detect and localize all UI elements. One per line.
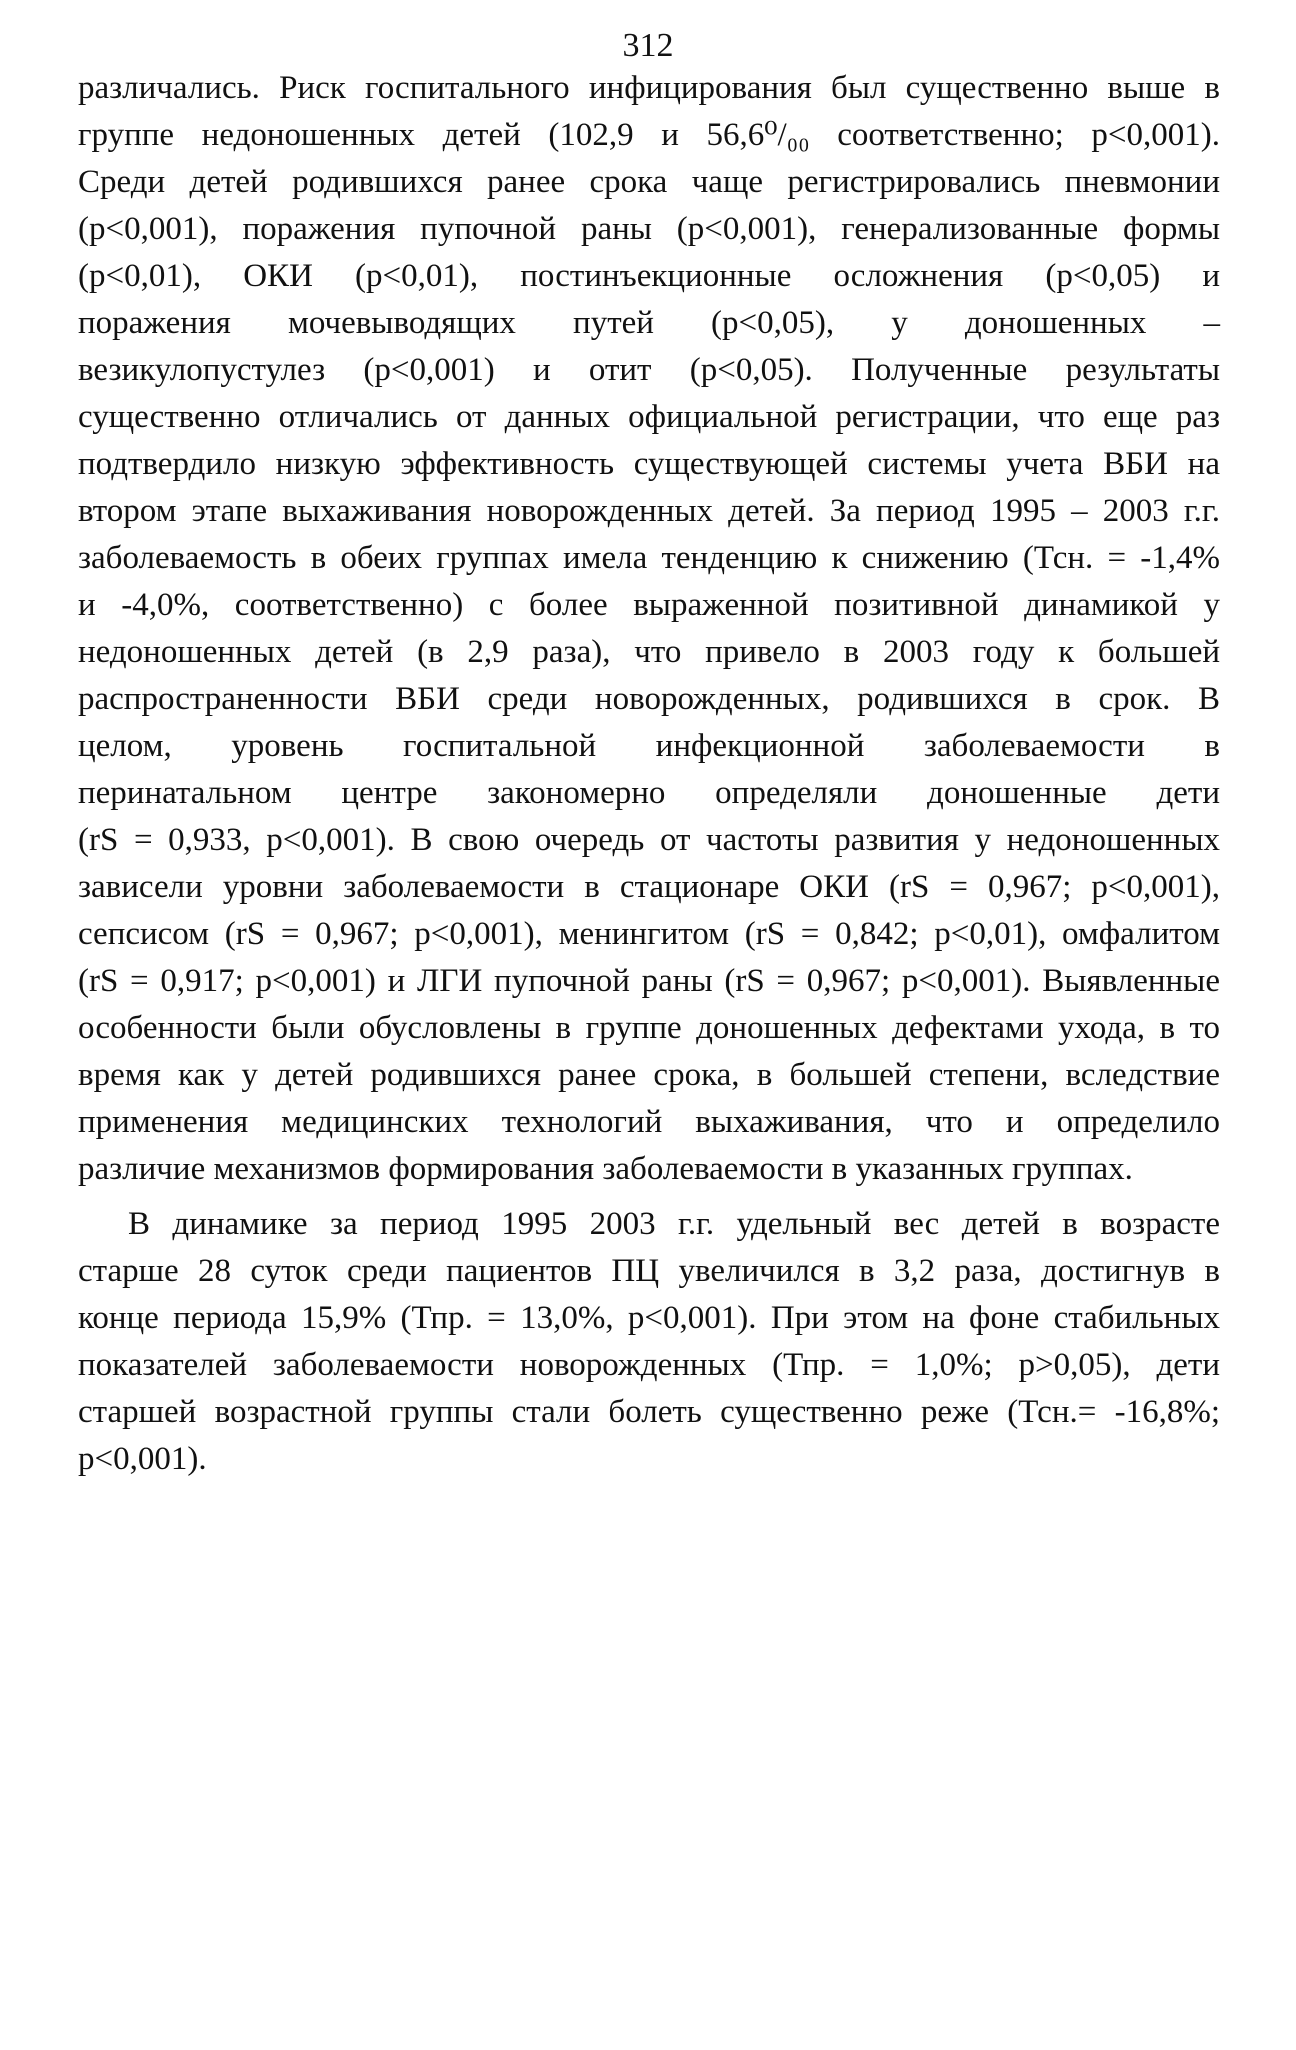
text-line: старше 28 суток среди пациентов ПЦ увеличился в 3,2 раза, достигнув в: [78, 1253, 1220, 1289]
text-line: В динамике за период 1995 2003 г.г. удельный вес детей в возрасте: [128, 1206, 1220, 1242]
text-line: подтвердило низкую эффективность существующей системы учета ВБИ на: [78, 446, 1220, 482]
text-line: особенности были обусловлены в группе доношенных дефектами ухода, в то: [78, 1010, 1220, 1046]
text-line: (р<0,01), ОКИ (р<0,01), постинъекционные осложнения (р<0,05) и: [78, 258, 1220, 294]
text-line: заболеваемость в обеих группах имела тенденцию к снижению (Тсн. = -1,4%: [78, 540, 1220, 576]
text-line: перинатальном центре закономерно определяли доношенные дети: [78, 775, 1220, 811]
text-line: Среди детей родившихся ранее срока чаще регистрировались пневмонии: [78, 164, 1220, 200]
text-line: поражения мочевыводящих путей (р<0,05), у доношенных –: [78, 305, 1220, 341]
text-line: группе недоношенных детей (102,9 и 56,6⁰/₀₀ соответственно; р<0,001).: [78, 117, 1220, 153]
text-line: показателей заболеваемости новорожденных (Тпр. = 1,0%; р>0,05), дети: [78, 1347, 1220, 1383]
text-line: (rS = 0,933, р<0,001). В свою очередь от частоты развития у недоношенных: [78, 822, 1220, 858]
text-line: старшей возрастной группы стали болеть существенно реже (Тсн.= -16,8%;: [78, 1394, 1220, 1430]
text-line: втором этапе выхаживания новорожденных детей. За период 1995 – 2003 г.г.: [78, 493, 1220, 529]
text-line: различие механизмов формирования заболеваемости в указанных группах.: [78, 1151, 1133, 1187]
text-line: целом, уровень госпитальной инфекционной заболеваемости в: [78, 728, 1220, 764]
text-line: существенно отличались от данных официальной регистрации, что еще раз: [78, 399, 1220, 435]
text-line: р<0,001).: [78, 1441, 207, 1477]
text-line: сепсисом (rS = 0,967; р<0,001), менингитом (rS = 0,842; р<0,01), омфалитом: [78, 916, 1220, 952]
text-line: время как у детей родившихся ранее срока, в большей степени, вследствие: [78, 1057, 1220, 1093]
text-line: везикулопустулез (р<0,001) и отит (р<0,05). Полученные результаты: [78, 352, 1220, 388]
text-line: различались. Риск госпитального инфицирования был существенно выше в: [78, 70, 1220, 106]
text-line: (р<0,001), поражения пупочной раны (р<0,001), генерализованные формы: [78, 211, 1220, 247]
page-number: 312: [622, 27, 674, 64]
text-line: недоношенных детей (в 2,9 раза), что привело в 2003 году к большей: [78, 634, 1220, 670]
text-line: (rS = 0,917; р<0,001) и ЛГИ пупочной раны (rS = 0,967; р<0,001). Выявленные: [78, 963, 1220, 999]
text-line: применения медицинских технологий выхаживания, что и определило: [78, 1104, 1220, 1140]
text-line: конце периода 15,9% (Тпр. = 13,0%, р<0,001). При этом на фоне стабильных: [78, 1300, 1220, 1336]
text-line: и -4,0%, соответственно) с более выраженной позитивной динамикой у: [78, 587, 1220, 623]
text-line: зависели уровни заболеваемости в стационаре ОКИ (rS = 0,967; р<0,001),: [78, 869, 1220, 905]
text-line: распространенности ВБИ среди новорожденных, родившихся в срок. В: [78, 681, 1220, 717]
